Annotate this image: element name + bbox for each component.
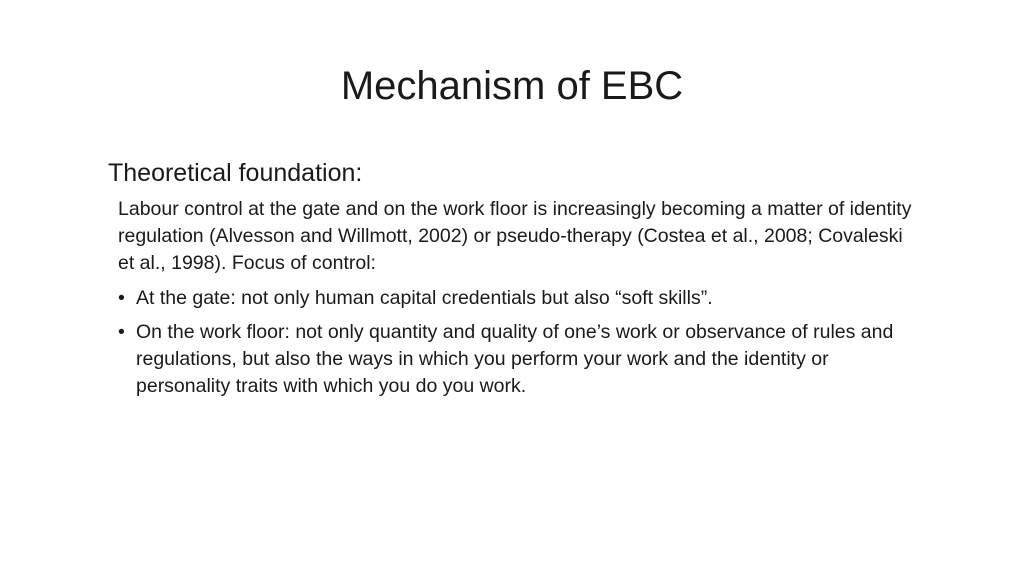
bullet-item	[118, 285, 918, 312]
bullet-icon: •	[118, 287, 125, 309]
section-heading: Theoretical foundation:	[108, 159, 363, 187]
slide-title: Mechanism of EBC	[340, 64, 684, 108]
bullet-text: At the gate: not only human capital credentials but also “soft skills”.	[136, 287, 713, 309]
bullet-icon: •	[118, 321, 125, 343]
bullet-item	[118, 319, 918, 400]
bullet-text: On the work floor: not only quantity and quality of one’s work or observance of rules and regulations, but also the ways in which you perform your work and the identity or personality traits with which you do you work.	[136, 321, 894, 397]
body-paragraph: Labour control at the gate and on the work floor is increasingly becoming a matter of identity regulation (Alvesson and Willmott, 2002) or pseudo-therapy (Costea et al., 2008; Covaleski et al., 1998). Focus of control:	[118, 198, 912, 274]
bullet-list	[118, 285, 918, 407]
